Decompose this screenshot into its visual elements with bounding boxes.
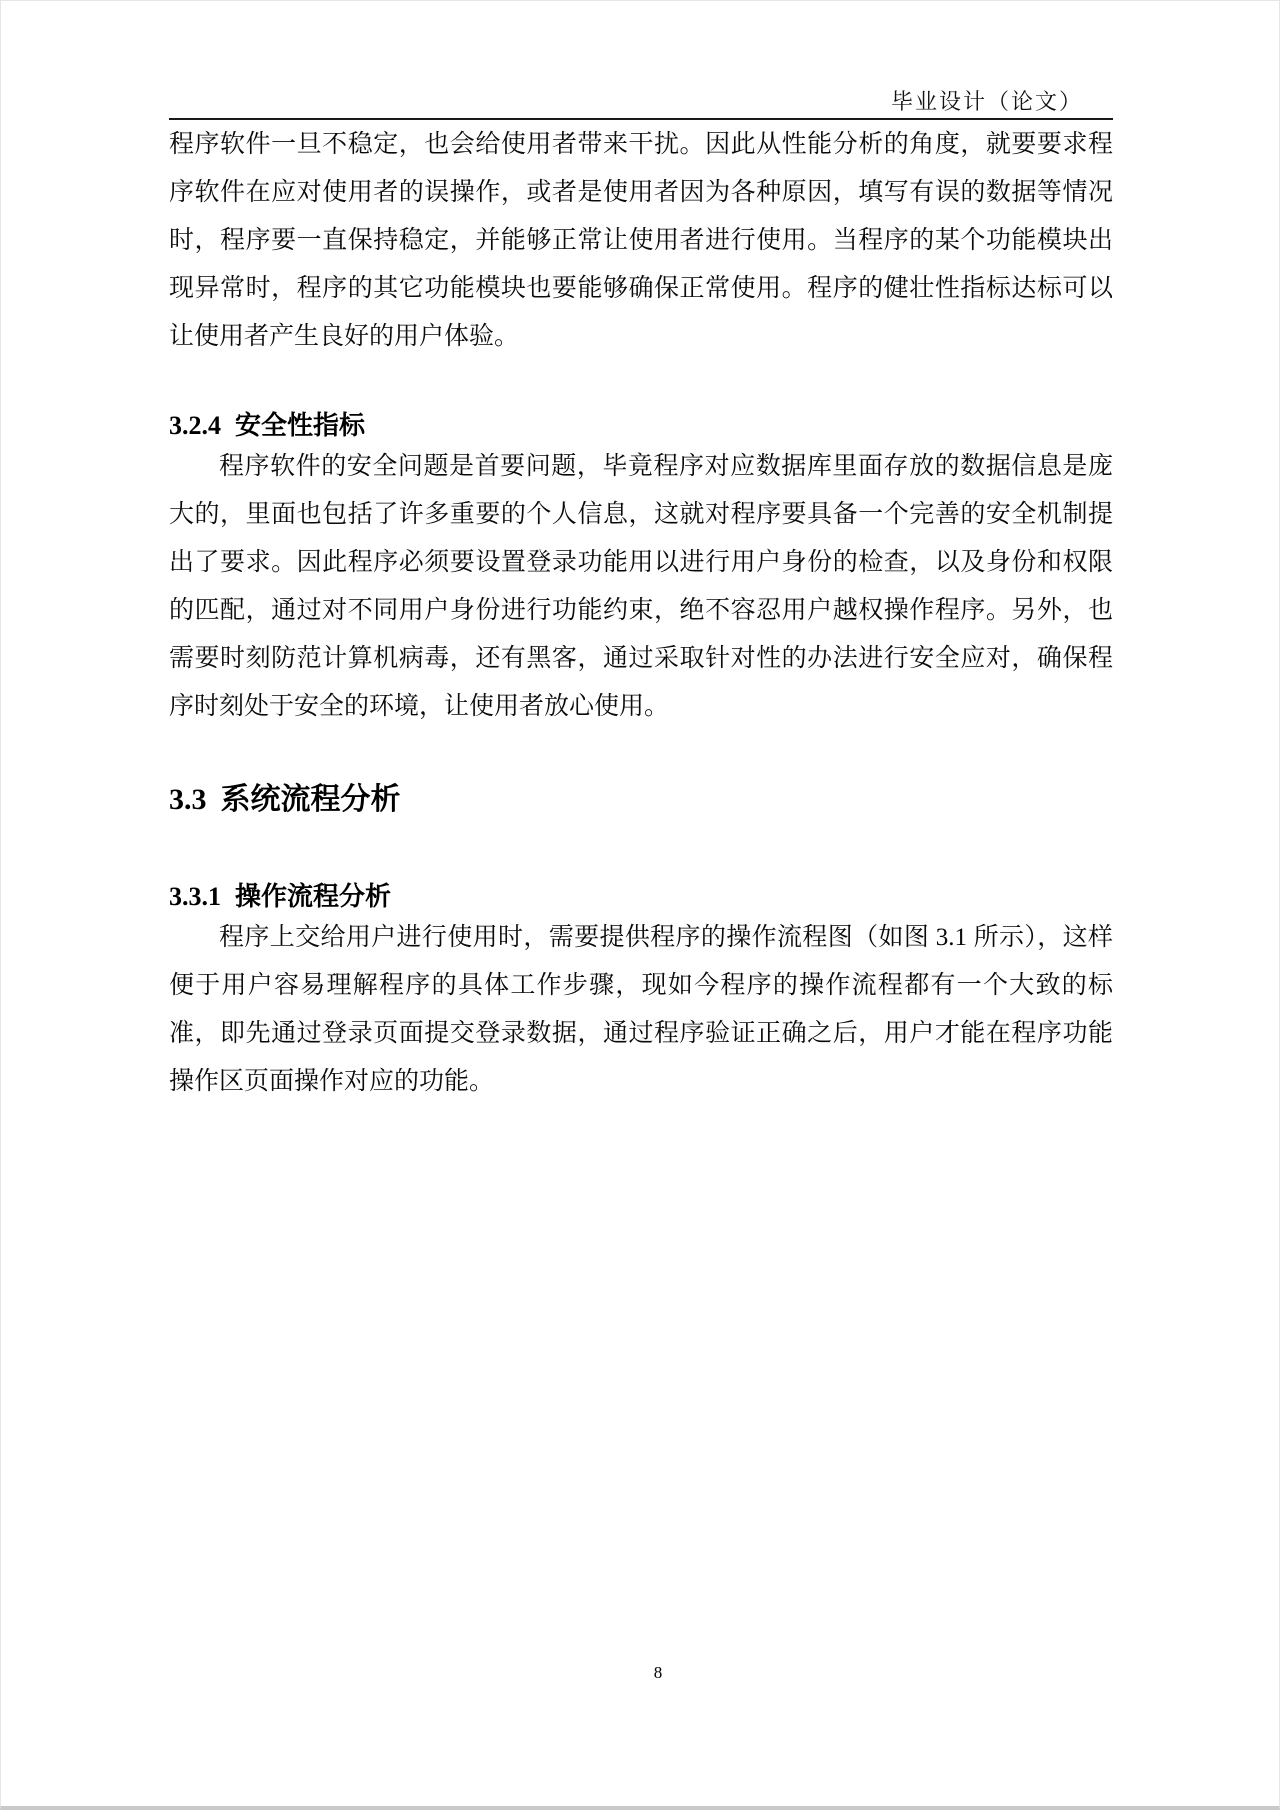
heading-3-3-1 <box>169 879 1113 914</box>
page-body <box>169 121 1113 1106</box>
page-header-title: 毕业设计（论文） <box>890 89 1083 114</box>
heading-3-2-4-number: 3.2.4 <box>169 411 221 440</box>
heading-3-2-4-title: 安全性指标 <box>235 410 366 440</box>
heading-3-3-number: 3.3 <box>169 783 207 816</box>
page-number: 8 <box>653 1663 663 1682</box>
page-footer <box>1 1663 1279 1683</box>
header-rule <box>169 118 1113 120</box>
heading-3-3 <box>169 780 1113 820</box>
paragraph-safety: 程序软件的安全问题是首要问题，毕竟程序对应数据库里面存放的数据信息是庞大的，里面也包括了许多重要的个人信息，这就对程序要具备一个完善的安全机制提出了要求。因此程序必须要设置登录功能用以进行用户身份的检查，以及身份和权限的匹配，通过对不同用户身份进行功能约束，绝不容忍用户越权操作程序。另外，也需要时刻防范计算机病毒，还有黑客，通过采取针对性的办法进行安全应对，确保程序时刻处于安全的环境，让使用者放心使用。 <box>169 453 1113 720</box>
paragraph-robustness: 程序软件一旦不稳定，也会给使用者带来干扰。因此从性能分析的角度，就要要求程序软件在应对使用者的误操作，或者是使用者因为各种原因，填写有误的数据等情况时，程序要一直保持稳定，并能够正常让使用者进行使用。当程序的某个功能模块出现异常时，程序的其它功能模块也要能够确保正常使用。程序的健壮性指标达标可以让使用者产生良好的用户体验。 <box>169 131 1113 350</box>
heading-3-3-1-title: 操作流程分析 <box>235 881 392 911</box>
heading-3-3-1-number: 3.3.1 <box>169 882 221 911</box>
paragraph-operation-flow: 程序上交给用户进行使用时，需要提供程序的操作流程图（如图 3.1 所示），这样便于用户容易理解程序的具体工作步骤，现如今程序的操作流程都有一个大致的标准，即先通过登录页面提交登录数据，通过程序验证正确之后，用户才能在程序功能操作区页面操作对应的功能。 <box>169 924 1113 1095</box>
heading-3-3-title: 系统流程分析 <box>220 783 401 816</box>
heading-3-2-4 <box>169 408 1113 443</box>
